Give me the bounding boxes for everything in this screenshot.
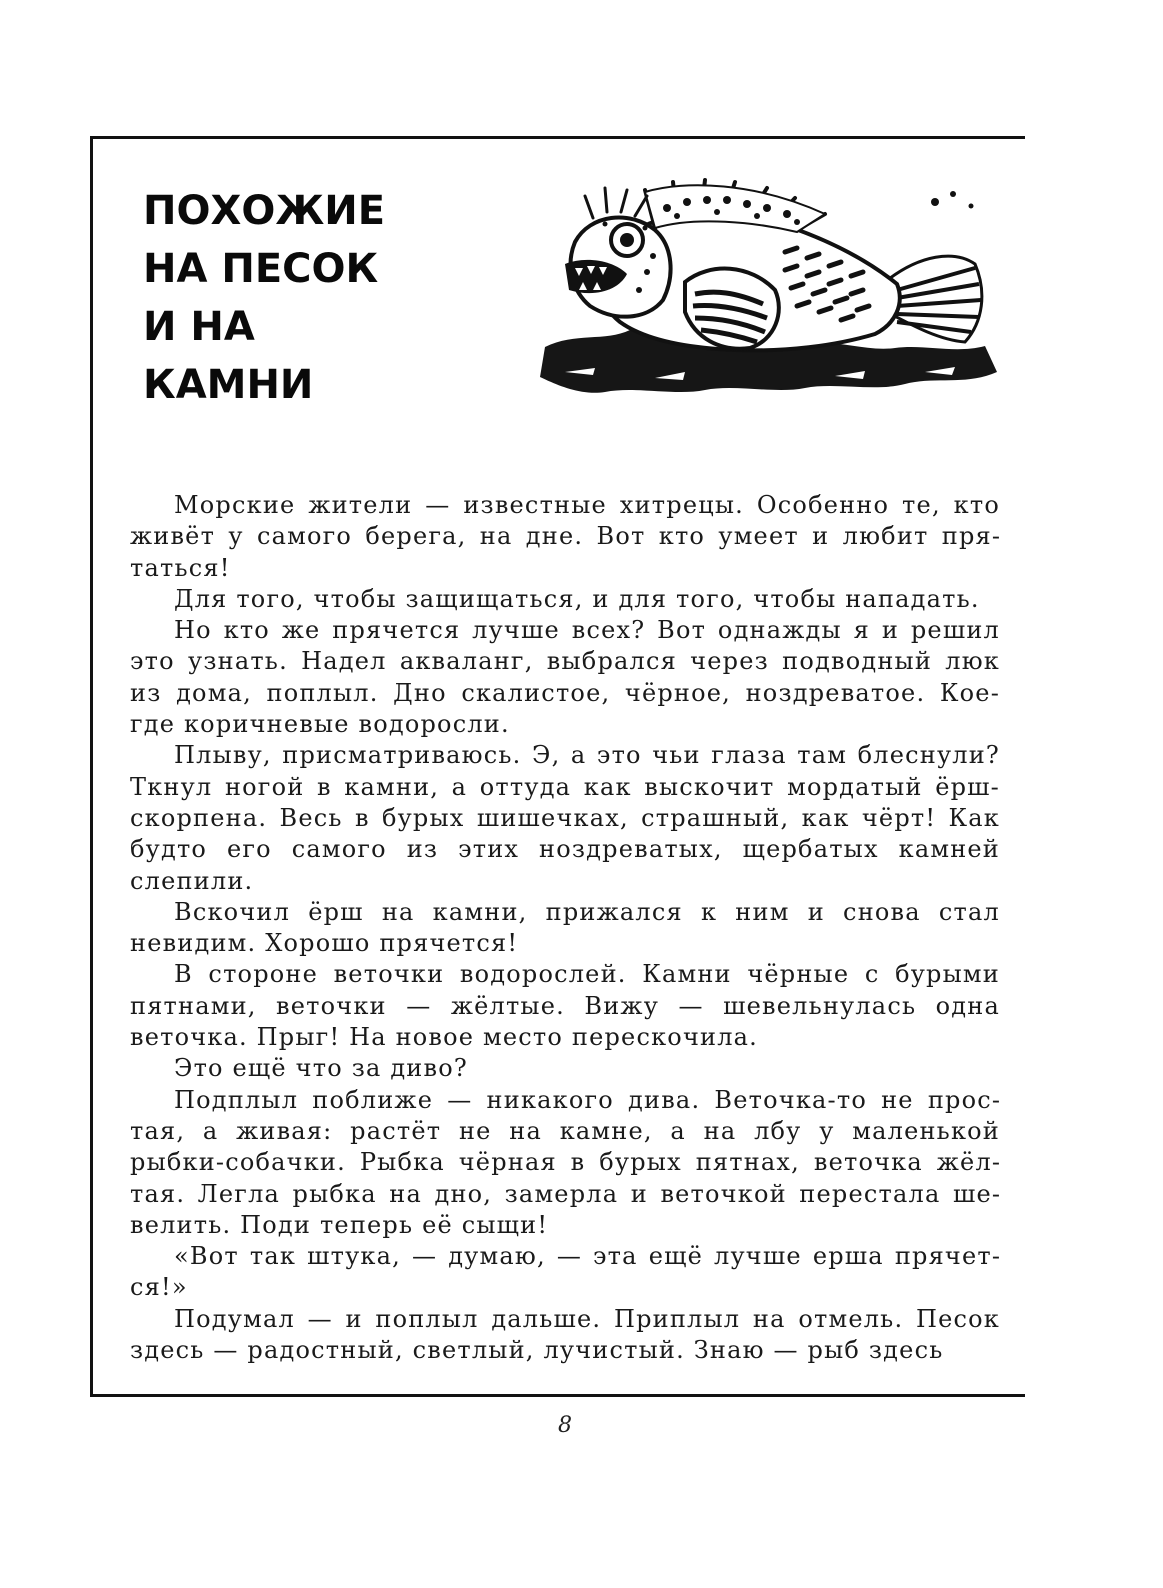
- paragraph: Это ещё что за диво?: [174, 1054, 468, 1083]
- paragraph: Для того, чтобы защищаться, и для того, чтобы нападать.: [174, 584, 980, 613]
- page-number: 8: [558, 1413, 572, 1438]
- paragraph: «Вот так штука, — думаю, — эта ещё лучше ерша прячется!»: [130, 1242, 1000, 1302]
- paragraph: Подумал — и поплыл дальше. Приплыл на отмель. Песок здесь — радостный, светлый, лучистый. Знаю — рыб здесь: [130, 1304, 1000, 1365]
- paragraph: Морские жители — известные хитрецы. Особенно те, кто живёт у самого берега, на дне. Вот кто умеет и любит прятаться!: [130, 491, 1000, 582]
- paragraph: В стороне веточки водорослей. Камни чёрные с бурыми пятнами, веточки — жёлтые. Вижу — шевельнулась одна веточка. Прыг! На новое место перескочила.: [130, 960, 1000, 1052]
- chapter-title-line: КАМНИ: [143, 362, 314, 408]
- frame-left-rule: [90, 136, 93, 1397]
- paragraph: Подплыл поближе — никакого дива. Веточка-то не простая, а живая: растёт не на камне, а на лбу у маленькой рыбки-собачки. Рыбка чёрная в бурых пятнах, веточка жёлтая. Легла рыбка на дно, замерла и веточкой перестала шевелить. Поди теперь её сыщи!: [130, 1085, 1000, 1239]
- scorpion-fish-illustration: [535, 172, 1005, 404]
- story-text: [130, 490, 1000, 1366]
- chapter-title: [143, 182, 473, 414]
- paragraph: Плыву, присматриваюсь. Э, а это чьи глаза там блеснули? Ткнул ногой в камни, а оттуда как выскочит мордатый ёрш-скорпена. Весь в бурых шишечках, страшный, как чёрт! Как будто его самого из этих ноздреватых, щербатых камней слепили.: [130, 741, 1000, 895]
- paragraph: Но кто же прячется лучше всех? Вот однажды я и решил это узнать. Надел акваланг, выбрался через подводный люк из дома, поплыл. Дно скалистое, чёрное, ноздреватое. Кое-где коричневые водоросли.: [130, 616, 1000, 739]
- paragraph: Вскочил ёрш на камни, прижался к ним и снова стал невидим. Хорошо прячется!: [130, 897, 1000, 958]
- frame-top-rule: [90, 136, 1025, 139]
- frame-bottom-rule: [90, 1394, 1025, 1397]
- chapter-title-line: НА ПЕСОК: [143, 246, 379, 292]
- chapter-title-line: И НА: [143, 304, 255, 350]
- chapter-title-line: ПОХОЖИЕ: [143, 188, 386, 234]
